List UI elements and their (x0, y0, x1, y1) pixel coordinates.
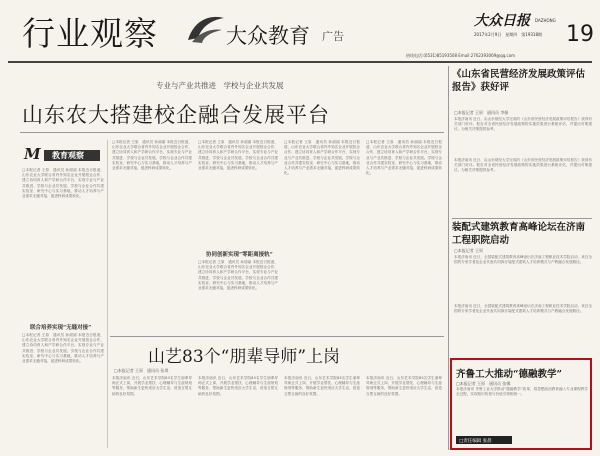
lead-subhead-1: 联合培养实现“无缝对接” (30, 325, 92, 331)
lead-col-5: □本报记者 王原 通讯员 孙丽丽 本报近日报道，山东农业大学联合省内外知名企业开展校企合作，建立协同育人和产学研合作平台，实现专业与产业共推进、学校与企业共发展。学校与企业合作共建实验室、研究中心与实习基地，推动人才培养与产业需求无缝对接，促进科研成果转化。 (366, 140, 442, 176)
lead-headline: 山东农大搭建校企融合发展平台 (22, 103, 330, 127)
editor-line: □责任编辑 张晨 (459, 438, 492, 444)
lead-col-3a: □本报记者 王原 通讯员 孙丽丽 本报近日报道，山东农业大学联合省内外知名企业开展校企合作，建立协同育人和产学研合作平台，实现专业与产业共推进、学校与企业共发展。学校与企业合作共建实验室、研究中心与实习基地，推动人才培养与产业需求无缝对接，促进科研成果转化。 (198, 140, 278, 171)
story2-col-1: 本报济南讯 近日，山东艺术学院83名学生朋辈导师正式上岗，开展学业帮扶、心理辅导与生涯规划等服务，帮助新生更快适应大学生活，营造互帮互助的良好氛围。 (112, 376, 192, 396)
right-story-b-headline-text: 装配式建筑教育高峰论坛在济南工程职院启动 (452, 222, 586, 246)
story2-col-4: 本报济南讯 近日，山东艺术学院83名学生朋辈导师正式上岗，开展学业帮扶、心理辅导与生涯规划等服务，帮助新生更快适应大学生活，营造互帮互助的良好氛围。 (366, 376, 442, 396)
right-story-a-byline: □本报记者 王原 通讯员 李娟 (454, 110, 509, 115)
right-story-a-headline-text: 《山东省民营经济发展政策评估报告》获好评 (452, 69, 586, 93)
story2-col-3: 本报济南讯 近日，山东艺术学院83名学生朋辈导师正式上岗，开展学业帮扶、心理辅导与生涯规划等服务，帮助新生更快适应大学生活，营造互帮互助的良好氛围。 (284, 376, 360, 396)
lead-top-rule (20, 132, 444, 133)
right-story-c-text: 本报济南讯 齐鲁工业大学推动“德融教学”改革，将思想政治教育融入专业课程教学全过程，实现知识传授与价值引领相统一。 (456, 387, 588, 397)
right-story-c-byline: □本报记者 王原 通讯员 张娜 (456, 381, 511, 386)
lead-col-3b: □本报记者 王原 通讯员 孙丽丽 本报近日报道，山东农业大学联合省内外知名企业开展校企合作，建立协同育人和产学研合作平台，实现专业与产业共推进、学校与企业共发展。学校与企业合作共建实验室、研究中心与实习基地，推动人才培养与产业需求无缝对接，促进科研成果转化。 (198, 260, 278, 291)
right-story-a-text-1: 本报济南讯 近日，由山东财经大学完成的《山东省民营经济发展政策评估报告》获得有关部门好评。报告对全省民营经济发展政策的实施效果进行系统评估，并提出对策建议，为相关决策提供参考。 (454, 117, 592, 132)
masthead-rule (8, 61, 592, 63)
story2-byline: □本报记者 王原 通讯员 张琪 (114, 368, 169, 373)
right-story-b-text-1: 本报济南讯 近日，全国装配式建筑教育高峰论坛在济南工程职业技术学院启动，来自全国的专家学者及企业代表共同探讨装配式建筑人才培养模式与产教融合发展路径。 (454, 255, 592, 265)
right-story-a-headline (452, 68, 592, 94)
ad-label: 广告 (322, 30, 344, 43)
badge-mark-icon: M (24, 145, 41, 163)
lead-bottom-rule (110, 336, 444, 337)
lead-kicker: 专业与产业共推进 学校与企业共发展 (156, 81, 284, 90)
col-sep-5 (448, 66, 449, 450)
section-title: 行业观察 (22, 14, 158, 53)
partner-title: 大众教育 (226, 24, 310, 48)
col-sep-1 (107, 140, 108, 448)
right-story-c-headline: 齐鲁工大推动“德融教学” (456, 369, 562, 380)
paper-name: 大众日报 (474, 13, 530, 29)
column-badge (22, 145, 104, 165)
right-rule-1 (452, 218, 592, 219)
paper-name-en: DAZHONG (535, 18, 556, 23)
highlight-box[interactable] (450, 358, 592, 450)
lead-subhead-2: 协同创新实现“零距离接轨” (206, 252, 273, 258)
page-number: 19 (566, 22, 594, 47)
lead-col-1b: □本报记者 王原 通讯员 孙丽丽 本报近日报道，山东农业大学联合省内外知名企业开展校企合作，建立协同育人和产学研合作平台，实现专业与产业共推进、学校与企业共发展。学校与企业合作共建实验室、研究中心与实习基地，推动人才培养与产业需求无缝对接，促进科研成果转化。 (22, 333, 104, 364)
right-story-a-text-2: 本报济南讯 近日，由山东财经大学完成的《山东省民营经济发展政策评估报告》获得有关部门好评。报告对全省民营经济发展政策的实施效果进行系统评估，并提出对策建议，为相关决策提供参考。 (454, 158, 592, 173)
lead-col-2: □本报记者 王原 通讯员 孙丽丽 本报近日报道，山东农业大学联合省内外知名企业开展校企合作，建立协同育人和产学研合作平台，实现专业与产业共推进、学校与企业共发展。学校与企业合作共建实验室、研究中心与实习基地，推动人才培养与产业需求无缝对接，促进科研成果转化。 (112, 140, 192, 171)
lead-col-1a: □本报记者 王原 通讯员 孙丽丽 本报近日报道，山东农业大学联合省内外知名企业开展校企合作，建立协同育人和产学研合作平台，实现专业与产业共推进、学校与企业共发展。学校与企业合作共建实验室、研究中心与实习基地，推动人才培养与产业需求无缝对接，促进科研成果转化。 (22, 168, 104, 199)
contact-line: 热线电话:(0531)85193508 Email:2762393069@qq.com (406, 53, 516, 58)
story2-headline: 山艺83个“朋辈导师”上岗 (148, 347, 341, 367)
lead-col-4: □本报记者 王原 通讯员 孙丽丽 本报近日报道，山东农业大学联合省内外知名企业开展校企合作，建立协同育人和产学研合作平台，实现专业与产业共推进、学校与企业共发展。学校与企业合作共建实验室、研究中心与实习基地，推动人才培养与产业需求无缝对接，促进科研成果转化。 (284, 140, 360, 176)
right-story-b-headline (452, 221, 592, 247)
editor-bar (456, 436, 512, 444)
swoosh-logo-icon (184, 12, 226, 46)
badge-label: 教育观察 (52, 150, 84, 160)
date-line: 2017年2月9日 星期四 第19318期 (474, 32, 542, 37)
story2-col-2: 本报济南讯 近日，山东艺术学院83名学生朋辈导师正式上岗，开展学业帮扶、心理辅导与生涯规划等服务，帮助新生更快适应大学生活，营造互帮互助的良好氛围。 (198, 376, 278, 396)
right-story-b-byline: □本报记者 王原 (454, 248, 484, 253)
right-story-b-text-2: 本报济南讯 近日，全国装配式建筑教育高峰论坛在济南工程职业技术学院启动，来自全国的专家学者及企业代表共同探讨装配式建筑人才培养模式与产教融合发展路径。 (454, 304, 592, 314)
